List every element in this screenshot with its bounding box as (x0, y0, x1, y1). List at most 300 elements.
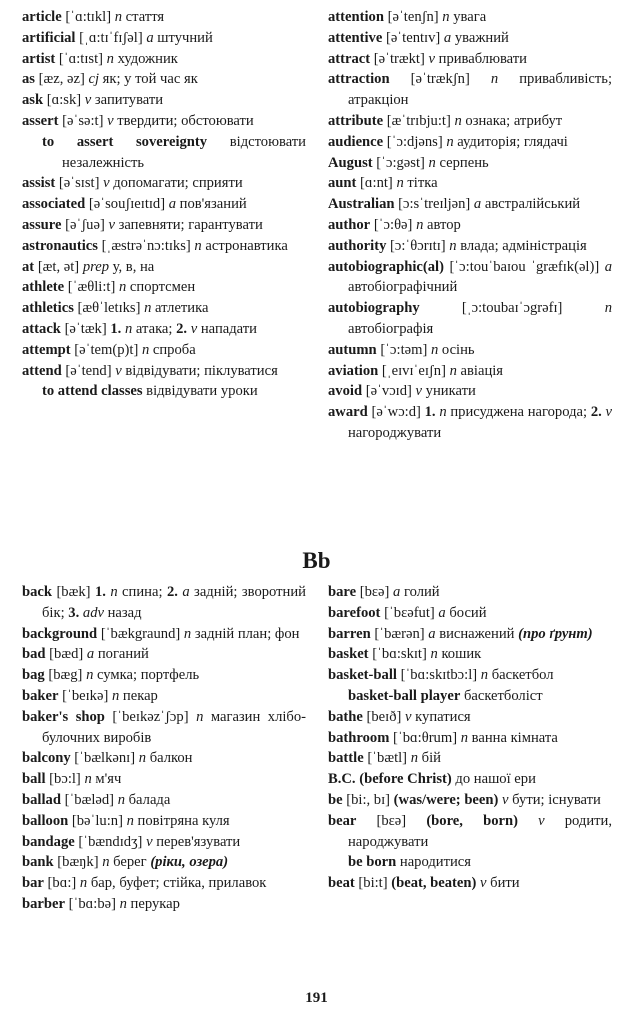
headword: bar (22, 875, 44, 892)
headword: background (22, 625, 98, 642)
translation: родити, народжувати (348, 812, 612, 850)
headword: bandage (22, 833, 75, 850)
part-of-speech: v (108, 216, 115, 233)
translation: виснажений (435, 625, 519, 642)
entry-note: 2. (166, 584, 178, 600)
transcription: [bæŋk] (53, 854, 103, 871)
translation: аудиторія; глядачі (453, 133, 568, 150)
dictionary-entry (328, 603, 612, 624)
transcription: [əˈtem(p)t] (70, 341, 142, 358)
transcription: [bɑ:] (43, 875, 80, 892)
transcription: [ˈæθli:t] (64, 279, 119, 296)
headword: basket (328, 646, 369, 663)
transcription: [əˈsouʃɪeɪtɪd] (85, 196, 169, 213)
translation: поганий (94, 646, 149, 663)
headword: attack (22, 320, 61, 337)
entry-note: 3. (68, 604, 80, 621)
headword: autobiography (328, 300, 420, 317)
headword: attract (328, 50, 371, 67)
part-of-speech: v (190, 320, 198, 337)
transcription: [bæg] (44, 667, 87, 684)
dictionary-entry (22, 340, 306, 361)
dictionary-entry (22, 852, 306, 873)
dictionary-entry (328, 111, 612, 132)
translation: купатися (411, 708, 471, 725)
part-of-speech: n (460, 729, 469, 746)
headword: bank (22, 854, 54, 871)
headword: attempt (22, 341, 71, 358)
part-of-speech: v (115, 362, 122, 379)
headword: bag (22, 667, 45, 684)
transcription: [bɛə] (356, 584, 394, 600)
translation: присуджена нагорода; (446, 404, 591, 421)
dictionary-entry (328, 769, 612, 790)
phrase-text: to assert sovereignty (42, 133, 208, 150)
headword: baker's shop (22, 708, 105, 725)
headword: attribute (328, 112, 384, 129)
part-of-speech: v (107, 112, 114, 129)
dictionary-entry (22, 298, 306, 319)
translation: австралійський (481, 196, 581, 213)
headword: August (328, 154, 373, 171)
part-of-speech: v (146, 833, 153, 850)
translation: спина; (117, 584, 167, 600)
part-of-speech: n (141, 341, 150, 358)
part-of-speech: n (124, 320, 133, 337)
translation: нападати (197, 320, 257, 337)
translation: відвідувати; піклуватися (121, 362, 278, 379)
translation: стаття (122, 9, 165, 25)
dictionary-entry (328, 49, 612, 70)
dictionary-entry (22, 748, 306, 769)
transcription: [ɑ:nt] (356, 175, 397, 192)
part-of-speech: n (102, 854, 110, 871)
part-of-speech: n (196, 708, 204, 725)
translation: до нашої ери (451, 771, 536, 788)
transcription: [ˈbæləd] (60, 791, 118, 808)
headword: attention (328, 9, 384, 25)
dictionary-entry (328, 153, 612, 174)
part-of-speech: n (430, 646, 438, 663)
transcription: [əˈtrækt] (370, 50, 429, 67)
transcription: [ˈɔ:gəst] (372, 154, 429, 171)
dictionary-entry (22, 90, 306, 111)
translation: автобіографічний (348, 279, 458, 296)
transcription: [ˌɑ:tɪˈfɪʃəl] (75, 29, 147, 46)
dictionary-entry (328, 7, 612, 28)
transcription: [ˈɑ:tɪkl] (61, 9, 115, 25)
headword: award (328, 404, 368, 421)
translation: баскетболіст (460, 687, 543, 704)
entry-note: 2. (590, 404, 602, 421)
transcription: [ˈbeɪkəzˈʃɔp] (104, 708, 197, 725)
transcription: [əˈsə:t] (58, 112, 108, 129)
phrase-text: basket-ball player (348, 687, 461, 704)
part-of-speech: n (604, 300, 612, 317)
entry-note: 2. (176, 320, 188, 337)
dictionary-entry (328, 28, 612, 49)
translation: сумка; портфель (93, 667, 200, 684)
dictionary-entry (328, 69, 612, 111)
transcription: [ˈbɑ:θrum] (389, 729, 461, 746)
transcription: [ˈbɑ:skɪtbɔ:l] (396, 667, 481, 684)
translation: народитися (396, 854, 471, 871)
right-column (328, 582, 612, 915)
dictionary-entry (22, 319, 306, 340)
dictionary-entry (22, 769, 306, 790)
translation: допомагати; сприяти (109, 175, 243, 192)
part-of-speech: n (430, 341, 439, 358)
part-of-speech: a (146, 29, 154, 46)
headword: balcony (22, 750, 71, 767)
headword: assist (22, 175, 56, 192)
dictionary-entry (22, 277, 306, 298)
transcription: [ˈbɑ:bə] (64, 895, 120, 912)
part-of-speech: v (84, 92, 92, 109)
transcription: [əˈvɔɪd] (362, 383, 416, 400)
part-of-speech: cj (88, 71, 100, 88)
transcription: [əˈsɪst] (55, 175, 104, 192)
translation: тітка (403, 175, 438, 192)
dictionary-entry (328, 215, 612, 236)
dictionary-entry (22, 236, 306, 257)
part-of-speech: a (473, 196, 482, 213)
dictionary-entry (22, 894, 306, 915)
part-of-speech: n (490, 71, 499, 88)
headword: attend (22, 362, 62, 379)
transcription: [əˈʃuə] (61, 216, 109, 233)
dictionary-entry (328, 707, 612, 728)
dictionary-entry (22, 215, 306, 236)
part-of-speech: prep (82, 258, 110, 275)
transcription: [ˈɔ:touˈbaɪou ˈgræfɪk(əl)] (443, 258, 605, 275)
translation: уважний (451, 29, 509, 46)
transcription: [ˌɔ:toubaɪˈɔgrəfɪ] (419, 300, 605, 317)
translation: перукар (126, 895, 180, 912)
dictionary-entry (22, 832, 306, 853)
dictionary-entry (22, 7, 306, 28)
headword: barber (22, 895, 65, 912)
translation: астронавтика (201, 237, 288, 254)
dictionary-entry (22, 665, 306, 686)
dictionary-entry (328, 132, 612, 153)
headword: Australian (328, 196, 395, 213)
translation: повітряна куля (133, 812, 230, 829)
translation: пекар (119, 687, 158, 704)
dictionary-entry (22, 173, 306, 194)
left-column (22, 7, 306, 444)
headword: B.C. (before Christ) (328, 771, 452, 788)
headword: bathroom (328, 729, 390, 746)
translation: запитувати (91, 92, 164, 109)
dictionary-entry (328, 298, 612, 340)
entry-note: (ріки, озера) (150, 854, 229, 871)
part-of-speech: v (480, 875, 487, 892)
dictionary-entry (22, 644, 306, 665)
headword: artist (22, 50, 56, 67)
part-of-speech: n (416, 216, 424, 233)
headword: bear (328, 812, 357, 829)
dictionary-entry (22, 28, 306, 49)
translation (518, 813, 538, 829)
headword: athlete (22, 279, 65, 296)
headword: bad (22, 646, 46, 663)
transcription: [bæk] (52, 584, 95, 600)
headword: avoid (328, 383, 363, 400)
part-of-speech: n (454, 112, 462, 129)
transcription: [æt, ət] (34, 258, 83, 275)
entry-note: 1. (94, 584, 106, 600)
translation: бій (418, 750, 441, 767)
dictionary-entry (22, 624, 306, 645)
dictionary-entry (328, 665, 612, 686)
headword: battle (328, 750, 364, 767)
translation: баскетбол (488, 667, 554, 684)
page-number: 191 (305, 990, 328, 1006)
headword: be (328, 791, 343, 808)
translation: уникати (422, 383, 476, 400)
entry-note: (was/were; been) (393, 791, 499, 808)
headword: authority (328, 237, 387, 254)
translation: магазин хлібо-булочних виробів (42, 708, 307, 746)
left-column (22, 582, 306, 915)
translation: авіація (456, 362, 504, 379)
phrase-text: be born (348, 854, 397, 871)
transcription: [ˈɔ:djəns] (383, 133, 447, 150)
transcription: [beɪð] (362, 708, 406, 725)
entry-note: 1. (424, 404, 436, 421)
transcription: [ˈɑ:tɪst] (55, 50, 107, 67)
dictionary-entry (22, 111, 306, 132)
translation: бар, буфет; стійка, прилавок (87, 875, 267, 892)
headword: attentive (328, 29, 383, 46)
headword: artificial (22, 29, 76, 46)
translation: нагороджувати (348, 424, 442, 441)
part-of-speech: v (428, 50, 435, 67)
translation: приваблювати (434, 50, 527, 67)
translation: увага (449, 9, 487, 25)
entry-note: (про ґрунт) (518, 625, 593, 642)
dictionary-entry (22, 194, 306, 215)
dictionary-entry (328, 361, 612, 382)
headword: back (22, 584, 53, 600)
translation: перев'язувати (152, 833, 241, 850)
part-of-speech: v (502, 791, 509, 808)
transcription: [əˈwɔ:d] (367, 404, 425, 421)
headword: ballad (22, 791, 61, 808)
part-of-speech: n (119, 895, 127, 912)
dictionary-entry (328, 644, 612, 665)
dictionary-entry (328, 257, 612, 299)
dictionary-entry (328, 381, 612, 402)
transcription: [əˈtentɪv] (382, 29, 444, 46)
headword: article (22, 9, 62, 25)
headword: bathe (328, 708, 363, 725)
headword: autumn (328, 341, 377, 358)
part-of-speech: n (111, 687, 120, 704)
headword: ask (22, 92, 44, 109)
headword: aviation (328, 362, 379, 379)
part-of-speech: n (442, 9, 450, 25)
translation: пов'язаний (176, 196, 247, 213)
headword: autobiographic(al) (328, 258, 444, 275)
part-of-speech: n (117, 791, 125, 808)
translation: босий (445, 604, 487, 621)
dictionary-entry (328, 340, 612, 361)
dictionary-entry (22, 707, 306, 749)
headword: barefoot (328, 604, 381, 621)
headword: astronautics (22, 237, 98, 254)
transcription: [æˈtrɪbju:t] (383, 112, 455, 129)
headword: ball (22, 771, 46, 788)
transcription: [əˈtenʃn] (383, 9, 443, 25)
translation: атлетика (151, 300, 209, 317)
dictionary-entry (328, 624, 612, 645)
part-of-speech: n (439, 404, 447, 421)
translation: твердити; обстоювати (113, 112, 254, 129)
transcription: [bi:, bɪ] (342, 791, 394, 808)
dictionary-entry (328, 748, 612, 769)
headword: barren (328, 625, 371, 642)
dictionary-entry (22, 257, 306, 278)
transcription: [ˈbækgraund] (97, 625, 184, 642)
part-of-speech: a (604, 258, 612, 275)
transcription: [ˈbɑ:skɪt] (368, 646, 431, 663)
translation: серпень (435, 154, 489, 171)
translation: автобіографія (348, 320, 434, 337)
dictionary-entry (328, 236, 612, 257)
dictionary-phrase (22, 381, 306, 402)
translation: спроба (149, 341, 196, 358)
headword: author (328, 216, 371, 233)
transcription: [bɔ:l] (45, 771, 85, 788)
section-b (22, 582, 612, 915)
entry-note: (bore, born) (426, 812, 518, 829)
transcription: [bəˈlu:n] (68, 812, 127, 829)
translation: назад (103, 604, 142, 621)
translation: атака; (132, 320, 177, 337)
headword: athletics (22, 300, 74, 317)
part-of-speech: a (86, 646, 95, 663)
dictionary-entry (328, 173, 612, 194)
headword: at (22, 258, 35, 275)
part-of-speech: n (118, 279, 127, 296)
translation: у, в, на (109, 258, 155, 275)
transcription: [ˌæstrəˈnɔ:tɪks] (97, 237, 195, 254)
dictionary-phrase (22, 132, 306, 174)
translation: бути; існувати (508, 791, 601, 808)
part-of-speech: n (449, 237, 457, 254)
part-of-speech: n (110, 584, 118, 600)
part-of-speech: n (144, 300, 152, 317)
transcription: [ˌeɪvɪˈeɪʃn] (378, 362, 450, 379)
translation: ознака; атрибут (461, 112, 563, 129)
transcription: [ˈbætl] (363, 750, 411, 767)
transcription: [ˈbɛəfut] (380, 604, 439, 621)
part-of-speech: a (428, 625, 436, 642)
transcription: [æz, əz] (34, 71, 89, 88)
dictionary-entry (22, 873, 306, 894)
part-of-speech: n (396, 175, 404, 192)
headword: aunt (328, 175, 357, 192)
right-column (328, 7, 612, 444)
part-of-speech: n (86, 667, 94, 684)
headword: beat (328, 875, 355, 892)
dictionary-entry (328, 873, 612, 894)
dictionary-entry (22, 582, 306, 624)
translation: влада; адміністрація (456, 237, 587, 254)
part-of-speech: n (138, 750, 147, 767)
headword: assure (22, 216, 62, 233)
transcription: [ˈbeɪkə] (58, 687, 112, 704)
translation: задній; зворотний бік; (42, 584, 306, 621)
dictionary-entry (22, 69, 306, 90)
part-of-speech: n (410, 750, 418, 767)
section-a (22, 7, 612, 444)
headword: bare (328, 584, 357, 600)
part-of-speech: n (106, 50, 114, 67)
translation: привабливість; атракціон (348, 71, 612, 109)
part-of-speech: n (449, 362, 457, 379)
transcription: [ˈbændɪdʒ] (74, 833, 147, 850)
part-of-speech: n (114, 9, 123, 25)
transcription: [bi:t] (354, 875, 392, 892)
transcription: [ˈbælkənɪ] (70, 750, 139, 767)
part-of-speech: a (438, 604, 446, 621)
part-of-speech: n (84, 771, 92, 788)
part-of-speech: n (126, 812, 134, 829)
part-of-speech: n (480, 667, 489, 684)
part-of-speech: n (183, 625, 192, 642)
translation: голий (400, 584, 440, 600)
translation: відстоювати незалежність (62, 133, 306, 171)
part-of-speech: n (428, 154, 436, 171)
part-of-speech: v (415, 383, 423, 400)
dictionary-entry (328, 728, 612, 749)
headword: associated (22, 196, 86, 213)
dictionary-entry (328, 402, 612, 444)
translation: кошик (437, 646, 482, 663)
dictionary-entry (328, 811, 612, 853)
headword: audience (328, 133, 384, 150)
part-of-speech: a (393, 584, 401, 600)
headword: balloon (22, 812, 69, 829)
translation: бити (486, 875, 520, 892)
translation: берег (109, 854, 151, 871)
transcription: [ɑ:sk] (43, 92, 85, 109)
phrase-text: to attend classes (42, 383, 143, 400)
part-of-speech: v (405, 708, 412, 725)
dictionary-entry (328, 194, 612, 215)
part-of-speech: n (194, 237, 202, 254)
part-of-speech: a (168, 196, 177, 213)
transcription: [ˈɔ:θə] (370, 216, 417, 233)
transcription: [əˈtend] (61, 362, 116, 379)
part-of-speech: adv (82, 604, 104, 621)
translation: автор (423, 216, 461, 233)
translation: балкон (146, 750, 193, 767)
headword: attraction (328, 71, 390, 88)
part-of-speech: v (538, 812, 545, 829)
part-of-speech: n (446, 133, 454, 150)
transcription: [ˈɔ:təm] (376, 341, 431, 358)
translation: відвідувати уроки (142, 383, 258, 400)
translation: спортсмен (126, 279, 196, 296)
dictionary-entry (22, 811, 306, 832)
transcription: [ˈbærən] (370, 625, 429, 642)
transcription: [bæd] (45, 646, 87, 663)
part-of-speech: v (605, 404, 612, 421)
